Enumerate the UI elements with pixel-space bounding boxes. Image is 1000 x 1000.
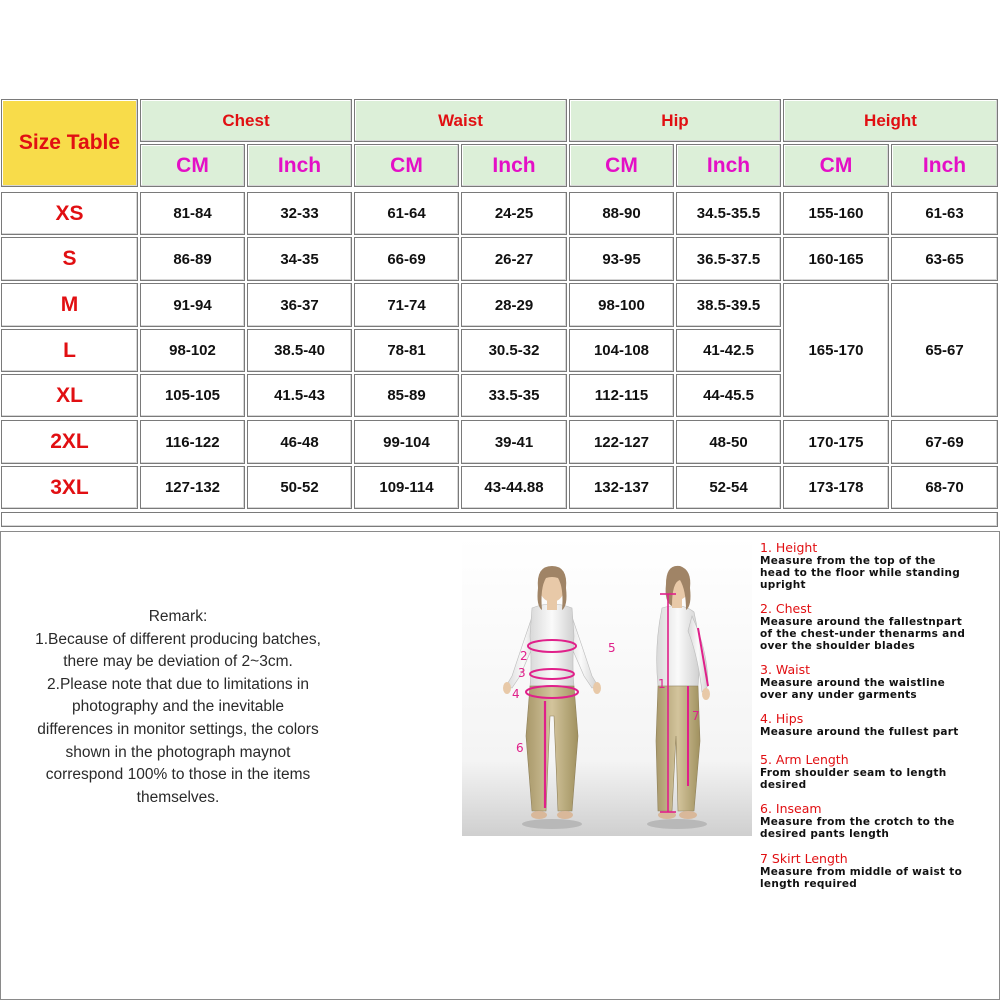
table-cell: 127-132 [140, 466, 245, 509]
guide-item-hips [760, 712, 996, 738]
table-cell: 116-122 [140, 420, 245, 464]
table-cell: 86-89 [140, 237, 245, 281]
table-title: Size Table [1, 99, 138, 187]
table-cell: 39-41 [461, 420, 567, 464]
size-label: M [1, 283, 138, 327]
marker-label: 6 [516, 741, 524, 755]
guide-desc: desired pants length [760, 828, 890, 840]
marker-label: 2 [520, 649, 528, 663]
guide-desc: Measure around the fullest part [760, 726, 959, 738]
guide-title: 6. Inseam [760, 801, 822, 816]
guide-title: 5. Arm Length [760, 752, 849, 767]
table-cell: 41-42.5 [676, 329, 781, 372]
table-cell: 105-105 [140, 374, 245, 417]
table-cell: 78-81 [354, 329, 459, 372]
table-cell: 88-90 [569, 192, 674, 235]
guide-desc: Measure from the top of the [760, 555, 936, 567]
table-cell: 68-70 [891, 466, 998, 509]
table-cell: 48-50 [676, 420, 781, 464]
table-cell: 98-100 [569, 283, 674, 327]
unit-header: Inch [676, 144, 781, 187]
remark-line: photography and the inevitable [72, 698, 284, 716]
guide-title: 2. Chest [760, 601, 812, 616]
remark-line: Remark: [148, 608, 208, 625]
guide-title: 4. Hips [760, 711, 804, 726]
marker-label: 7 [692, 709, 700, 723]
guide-desc: Measure from middle of waist to [760, 866, 963, 878]
guide-desc: Measure from the crotch to the [760, 816, 955, 828]
group-header-hip: Hip [569, 99, 781, 142]
table-cell: 32-33 [247, 192, 352, 235]
size-label: XL [1, 374, 138, 417]
guide-desc: head to the floor while standing [760, 567, 961, 579]
table-cell: 71-74 [354, 283, 459, 327]
guide-desc: upright [760, 579, 806, 591]
table-cell: 34.5-35.5 [676, 192, 781, 235]
guide-item-arm-length [760, 753, 996, 791]
remark-text [2, 606, 354, 809]
table-cell: 28-29 [461, 283, 567, 327]
unit-header: Inch [461, 144, 567, 187]
table-cell: 34-35 [247, 237, 352, 281]
table-cell: 122-127 [569, 420, 674, 464]
marker-label: 5 [608, 641, 616, 655]
unit-header: Inch [247, 144, 352, 187]
table-cell: 61-64 [354, 192, 459, 235]
guide-item-chest [760, 602, 996, 652]
table-cell: 43-44.88 [461, 466, 567, 509]
unit-header: CM [140, 144, 245, 187]
table-cell: 104-108 [569, 329, 674, 372]
table-cell: 33.5-35 [461, 374, 567, 417]
guide-title: 3. Waist [760, 662, 811, 677]
guide-desc: over any under garments [760, 689, 917, 701]
group-header-height: Height [783, 99, 998, 142]
table-cell: 36.5-37.5 [676, 237, 781, 281]
size-label: 3XL [1, 466, 138, 509]
remark-line: differences in monitor settings, the colors [37, 720, 319, 738]
table-cell-merged: 165-170 [783, 283, 889, 417]
table-cell: 99-104 [354, 420, 459, 464]
table-cell: 170-175 [783, 420, 889, 464]
size-label: L [1, 329, 138, 372]
table-cell: 26-27 [461, 237, 567, 281]
guide-item-skirt-length [760, 852, 996, 890]
table-cell: 36-37 [247, 283, 352, 327]
guide-desc: of the chest-under thenarms and [760, 628, 966, 640]
remark-line: there may be deviation of 2~3cm. [63, 653, 293, 671]
table-cell: 44-45.5 [676, 374, 781, 417]
table-cell: 85-89 [354, 374, 459, 417]
table-cell: 30.5-32 [461, 329, 567, 372]
table-cell: 24-25 [461, 192, 567, 235]
size-label: S [1, 237, 138, 281]
guide-desc: length required [760, 878, 858, 890]
table-cell: 109-114 [354, 466, 459, 509]
table-cell: 66-69 [354, 237, 459, 281]
remark-line: 2.Please note that due to limitations in [47, 675, 309, 693]
table-cell: 93-95 [569, 237, 674, 281]
table-cell: 173-178 [783, 466, 889, 509]
guide-item-height [760, 541, 996, 591]
table-cell: 38.5-40 [247, 329, 352, 372]
guide-title: 7 Skirt Length [760, 851, 848, 866]
marker-label: 3 [518, 666, 526, 680]
table-cell: 52-54 [676, 466, 781, 509]
guide-item-waist [760, 663, 996, 701]
size-label: 2XL [1, 420, 138, 464]
table-cell: 61-63 [891, 192, 998, 235]
table-cell: 98-102 [140, 329, 245, 372]
guide-desc: Measure around the waistline [760, 677, 946, 689]
measurement-figure-illustration [462, 536, 752, 836]
unit-header: CM [569, 144, 674, 187]
guide-title: 1. Height [760, 540, 818, 555]
group-header-chest: Chest [140, 99, 352, 142]
group-header-waist: Waist [354, 99, 567, 142]
guide-desc: desired [760, 779, 807, 791]
table-cell: 46-48 [247, 420, 352, 464]
table-cell: 81-84 [140, 192, 245, 235]
table-cell: 50-52 [247, 466, 352, 509]
remark-line: shown in the photograph maynot [65, 743, 291, 761]
marker-label: 1 [658, 677, 666, 691]
table-cell: 63-65 [891, 237, 998, 281]
unit-header: Inch [891, 144, 998, 187]
unit-header: CM [783, 144, 889, 187]
unit-header: CM [354, 144, 459, 187]
guide-desc: From shoulder seam to length [760, 767, 947, 779]
remark-line: correspond 100% to those in the items [45, 766, 311, 784]
table-cell: 132-137 [569, 466, 674, 509]
guide-desc: over the shoulder blades [760, 640, 916, 652]
table-cell: 160-165 [783, 237, 889, 281]
size-label: XS [1, 192, 138, 235]
table-cell: 38.5-39.5 [676, 283, 781, 327]
guide-desc: Measure around the fallestnpart [760, 616, 963, 628]
table-cell: 91-94 [140, 283, 245, 327]
marker-label: 4 [512, 687, 520, 701]
remark-line: themselves. [136, 788, 220, 806]
table-spacer-row [1, 512, 998, 527]
table-cell: 112-115 [569, 374, 674, 417]
table-cell: 155-160 [783, 192, 889, 235]
table-cell-merged: 65-67 [891, 283, 998, 417]
remark-line: 1.Because of different producing batches, [35, 630, 321, 648]
table-cell: 41.5-43 [247, 374, 352, 417]
table-cell: 67-69 [891, 420, 998, 464]
guide-item-inseam [760, 802, 996, 840]
